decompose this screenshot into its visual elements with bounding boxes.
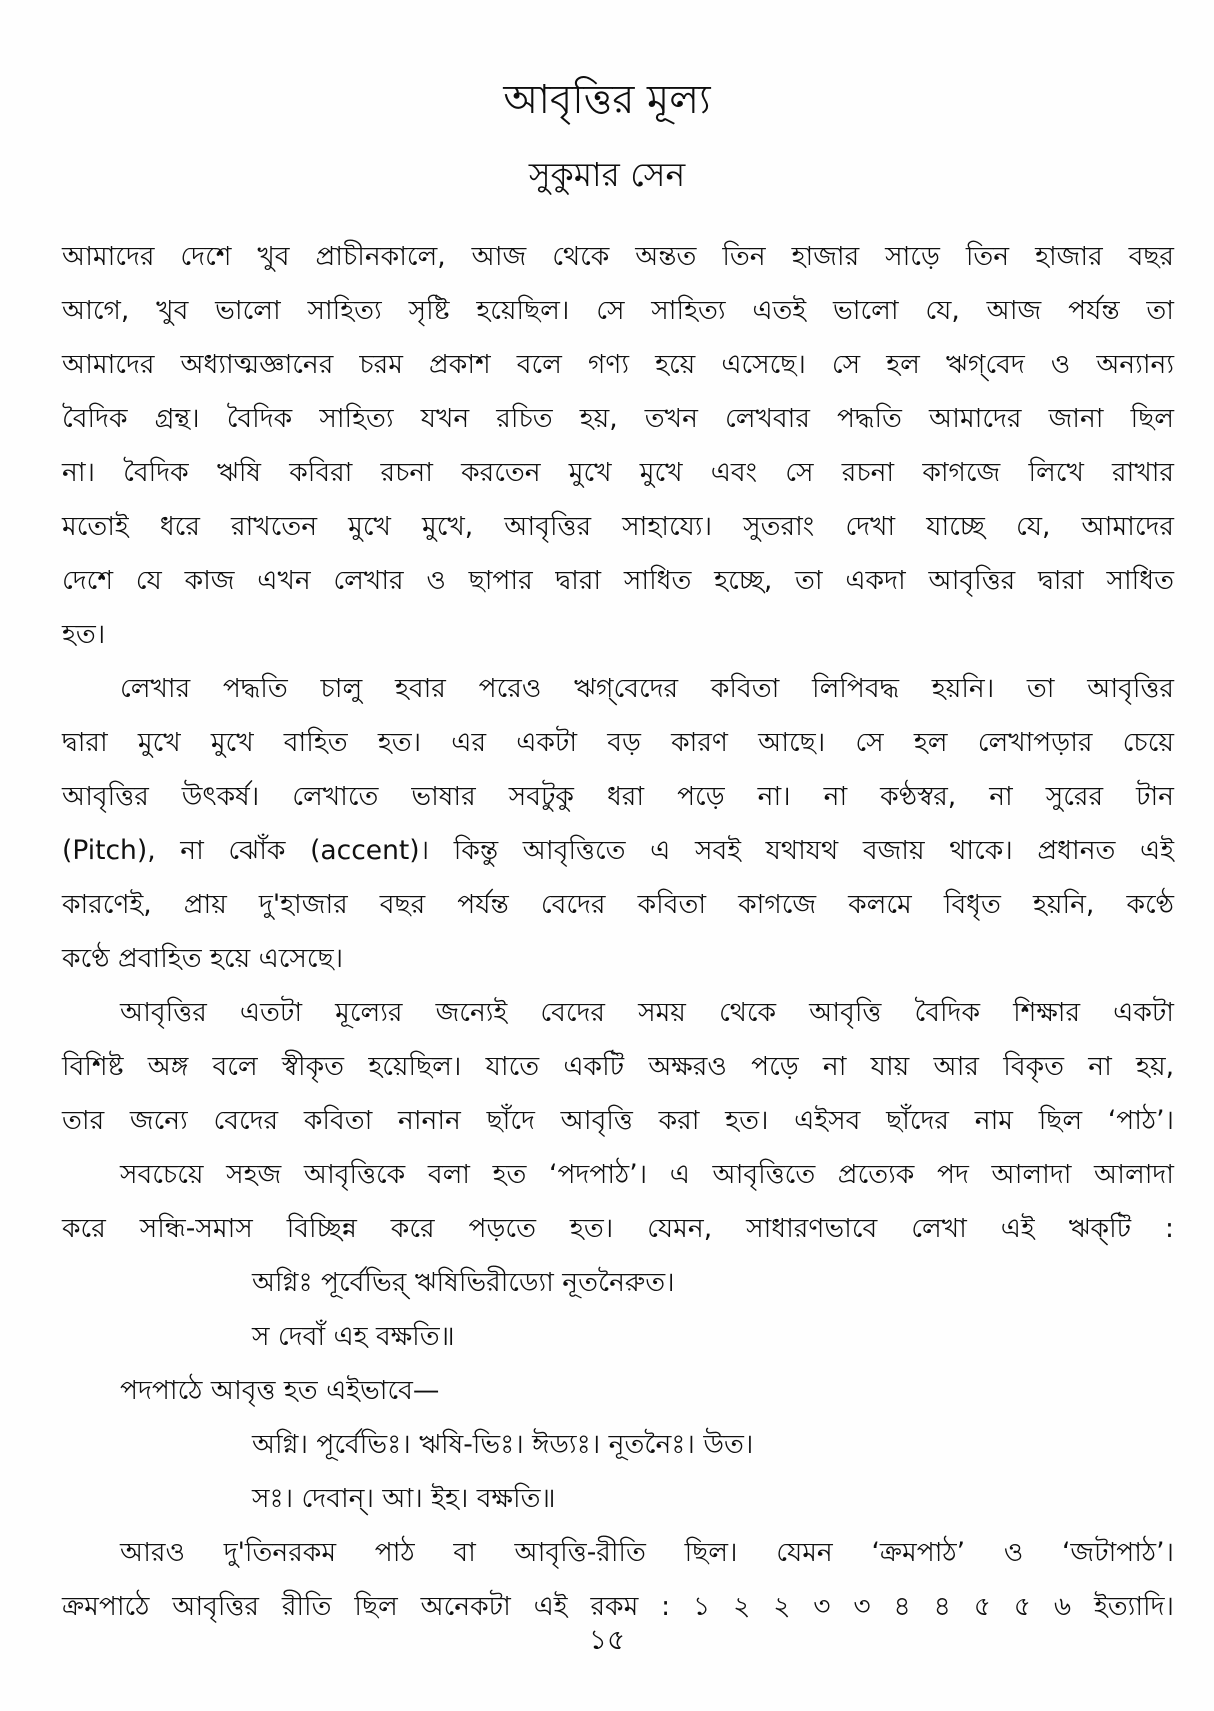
text-line: ক্রমপাঠে আবৃত্তির রীতি ছিল অনেকটা এই রকম : ১ ২ ২ ৩ ৩ ৪ ৪ ৫ ৫ ৬ ইত্যাদি। [62,1591,1174,1622]
text-line: কারণেই, প্রায় দু'হাজার বছর পর্যন্ত বেদের কবিতা কাগজে কলমে বিধৃত হয়নি, কণ্ঠে [62,889,1174,920]
paragraph-start-line: সবচেয়ে সহজ আবৃত্তিকে বলা হত ‘পদপাঠ’। এ আবৃত্তিতে প্রত্যেক পদ আলাদা আলাদা [120,1159,1174,1190]
text-line: মতোই ধরে রাখতেন মুখে মুখে, আবৃত্তির সাহায্যে। সুতরাং দেখা যাচ্ছে যে, আমাদের [62,511,1174,542]
author-name: সুকুমার সেন [528,155,686,194]
paragraph-start-line: আবৃত্তির এতটা মূল্যের জন্যেই বেদের সময় থেকে আবৃত্তি বৈদিক শিক্ষার একটা [120,997,1174,1028]
text-line: তার জন্যে বেদের কবিতা নানান ছাঁদে আবৃত্তি করা হত। এইসব ছাঁদের নাম ছিল ‘পাঠ’। [62,1105,1174,1136]
text-line: না। বৈদিক ঋষি কবিরা রচনা করতেন মুখে মুখে এবং সে রচনা কাগজে লিখে রাখার [62,457,1174,488]
text-line: আমাদের দেশে খুব প্রাচীনকালে, আজ থেকে অন্তত তিন হাজার সাড়ে তিন হাজার বছর [62,241,1174,272]
verse-line: অগ্নিঃ পূর্বেভির্‌ ঋষিভিরীড্যো নূতনৈরুত। [252,1267,675,1298]
body-text [62,230,1174,1634]
text-line: (Pitch), না ঝোঁক (accent)। কিন্তু আবৃত্তিতে এ সবই যথাযথ বজায় থাকে। প্রধানত এই [62,835,1174,866]
paragraph-start-line: লেখার পদ্ধতি চালু হবার পরেও ঋগ্‌বেদের কবিতা লিপিবদ্ধ হয়নি। তা আবৃত্তির [120,673,1174,704]
text-line: বিশিষ্ট অঙ্গ বলে স্বীকৃত হয়েছিল। যাতে একটি অক্ষরও পড়ে না যায় আর বিকৃত না হয়, [62,1051,1174,1082]
page-number: ১৫ [588,1623,626,1656]
text-line: আবৃত্তির উৎকর্ষ। লেখাতে ভাষার সবটুকু ধরা পড়ে না। না কণ্ঠস্বর, না সুরের টান [62,781,1174,812]
verse-line: অগ্নি। পূর্বেভিঃ। ঋষি-ভিঃ। ঈড্যঃ। নূতনৈঃ। উত। [252,1429,754,1460]
text-line: দেশে যে কাজ এখন লেখার ও ছাপার দ্বারা সাধিত হচ্ছে, তা একদা আবৃত্তির দ্বারা সাধিত [62,565,1174,596]
text-line: করে সন্ধি-সমাস বিচ্ছিন্ন করে পড়তে হত। যেমন, সাধারণভাবে লেখা এই ঋক্‌টি : [62,1213,1174,1244]
page-title: আবৃত্তির মূল্য [503,77,711,123]
text-line: আগে, খুব ভালো সাহিত্য সৃষ্টি হয়েছিল। সে সাহিত্য এতই ভালো যে, আজ পর্যন্ত তা [62,295,1174,326]
text-line: হত। [62,619,106,650]
text-line: বৈদিক গ্রন্থ। বৈদিক সাহিত্য যখন রচিত হয়, তখন লেখবার পদ্ধতি আমাদের জানা ছিল [62,403,1174,434]
paragraph-start-line: আরও দু'তিনরকম পাঠ বা আবৃত্তি-রীতি ছিল। যেমন ‘ক্রমপাঠ’ ও ‘জটাপাঠ’। [120,1537,1174,1568]
text-line: কণ্ঠে প্রবাহিত হয়ে এসেছে। [62,943,344,974]
text-line: দ্বারা মুখে মুখে বাহিত হত। এর একটা বড় কারণ আছে। সে হল লেখাপড়ার চেয়ে [62,727,1174,758]
paragraph-start-line: পদপাঠে আবৃত্ত হত এইভাবে— [120,1375,440,1406]
verse-line: স দেবাঁ এহ বক্ষতি॥ [252,1321,455,1352]
verse-line: সঃ। দেবান্‌। আ। ইহ। বক্ষতি॥ [252,1483,556,1514]
text-line: আমাদের অধ্যাত্মজ্ঞানের চরম প্রকাশ বলে গণ্য হয়ে এসেছে। সে হল ঋগ্‌বেদ ও অন্যান্য [62,349,1174,380]
